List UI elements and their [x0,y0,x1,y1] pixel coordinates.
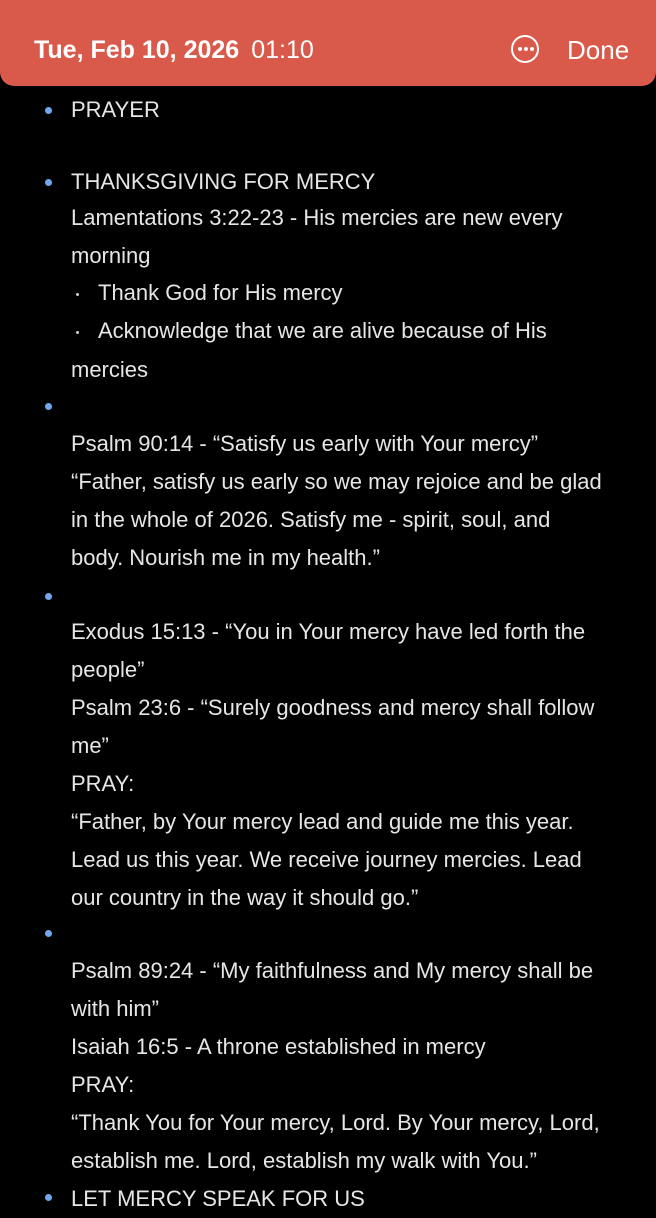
note-line: me” [71,733,109,758]
note-line: “Father, satisfy us early so we may rejoice and be glad [71,469,602,494]
dot-icon [524,47,528,51]
note-line-prayer: PRAYER [71,97,160,122]
note-line: Isaiah 16:5 - A throne established in mercy [71,1034,486,1059]
note-line: Lead us this year. We receive journey mercies. Lead [71,847,582,872]
note-line: PRAY: [71,1072,135,1097]
note-line: body. Nourish me in my health.” [71,545,380,570]
note-line: Psalm 89:24 - “My faithfulness and My mercy shall be [71,958,594,983]
note-line-heading: THANKSGIVING FOR MERCY [71,169,376,194]
note-line: “Father, by Your mercy lead and guide me this year. [71,809,574,834]
bullet-icon [45,179,52,186]
note-line: “Thank You for Your mercy, Lord. By Your mercy, Lord, [71,1110,600,1135]
note-line: Acknowledge that we are alive because of His [98,318,547,343]
note-line: Exodus 15:13 - “You in Your mercy have led forth the [71,619,586,644]
time-label: 01:10 [251,36,314,64]
bullet-icon [45,403,52,410]
note-date-title [34,32,314,68]
dot-icon [530,47,534,51]
dot-icon [518,47,522,51]
note-line: Psalm 90:14 - “Satisfy us early with Your mercy” [71,431,539,456]
ellipsis-circle-icon[interactable] [511,35,539,63]
note-line: mercies [71,357,149,382]
bullet-icon [45,593,52,600]
top-bar [0,0,656,86]
bullet-icon [45,930,52,937]
done-button[interactable]: Done [567,35,630,65]
note-line: establish me. Lord, establish my walk with You.” [71,1148,537,1173]
note-line: Psalm 23:6 - “Surely goodness and mercy shall follow [71,695,595,720]
bullet-icon [45,107,52,114]
sub-bullet-icon [76,293,79,296]
note-line: morning [71,243,151,268]
note-line-heading: LET MERCY SPEAK FOR US [71,1186,365,1211]
note-line: Lamentations 3:22-23 - His mercies are new every [71,205,563,230]
sub-bullet-icon [76,331,79,334]
note-line: our country in the way it should go.” [71,885,419,910]
note-line: with him” [71,996,160,1021]
note-line: PRAY: [71,771,135,796]
note-line: in the whole of 2026. Satisfy me - spirit, soul, and [71,507,551,532]
note-line: Thank God for His mercy [98,280,343,305]
date-label: Tue, Feb 10, 2026 [34,36,240,64]
note-line: people” [71,657,145,682]
